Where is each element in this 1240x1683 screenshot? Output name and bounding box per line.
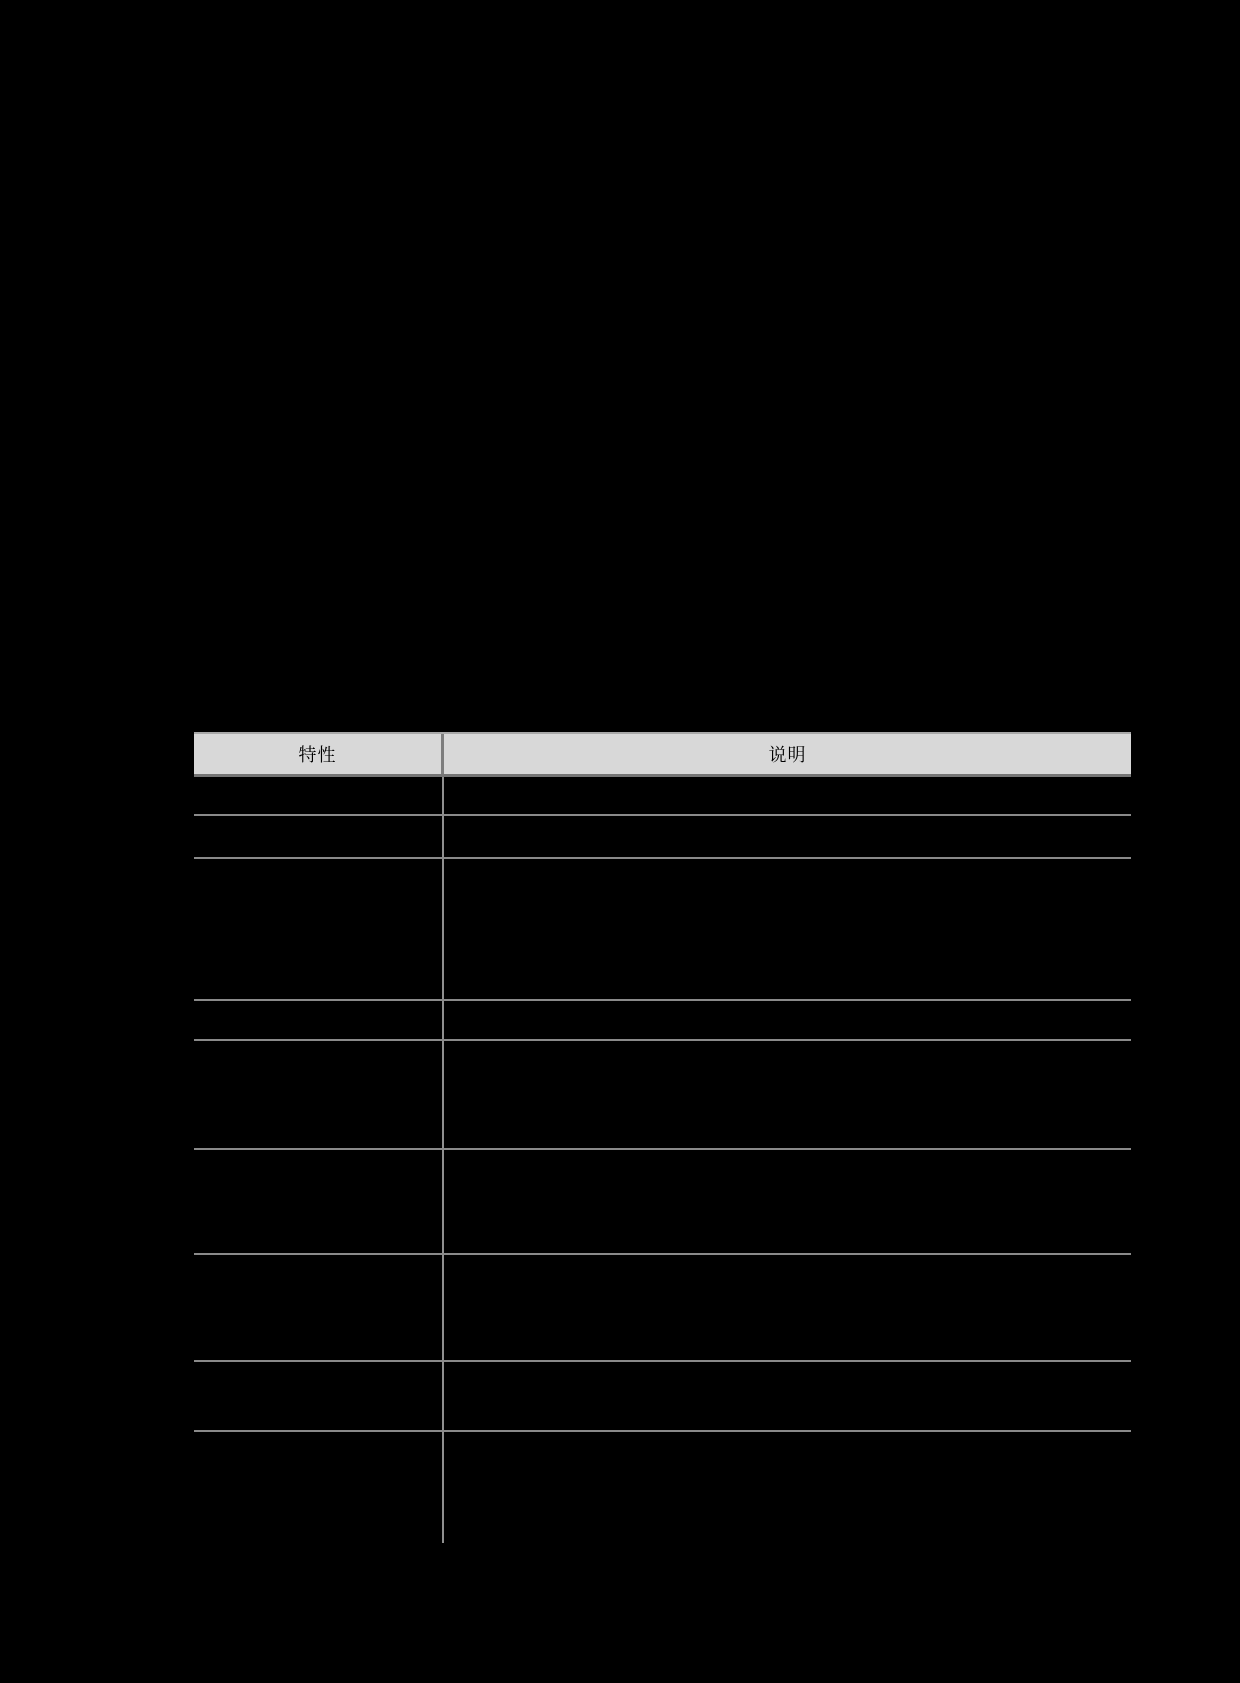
- description-cell: [444, 816, 1131, 857]
- column-header-description: 说明: [768, 745, 807, 765]
- feature-cell: [194, 1432, 444, 1543]
- table-row: [194, 777, 1131, 816]
- table-row: [194, 1255, 1131, 1362]
- table-row: [194, 1041, 1131, 1150]
- description-cell: [444, 1255, 1131, 1360]
- feature-cell: [194, 859, 444, 999]
- table-row: [194, 1150, 1131, 1255]
- table-header-row: [194, 732, 1131, 777]
- description-cell: [444, 1362, 1131, 1430]
- description-cell: [444, 1041, 1131, 1148]
- description-cell: [444, 1432, 1131, 1543]
- feature-cell: [194, 1362, 444, 1430]
- table-row: [194, 1362, 1131, 1432]
- description-cell: [444, 859, 1131, 999]
- table-row: [194, 1432, 1131, 1543]
- feature-cell: [194, 816, 444, 857]
- feature-cell: [194, 1001, 444, 1039]
- table-row: [194, 1001, 1131, 1041]
- description-cell: [444, 1150, 1131, 1253]
- feature-cell: [194, 1255, 444, 1360]
- table-row: [194, 859, 1131, 1001]
- feature-cell: [194, 1041, 444, 1148]
- feature-table: [194, 732, 1131, 1543]
- table-row: [194, 816, 1131, 859]
- column-header-feature: 特性: [194, 734, 444, 774]
- feature-cell: [194, 777, 444, 814]
- description-cell: [444, 777, 1131, 814]
- description-cell: [444, 1001, 1131, 1039]
- feature-cell: [194, 1150, 444, 1253]
